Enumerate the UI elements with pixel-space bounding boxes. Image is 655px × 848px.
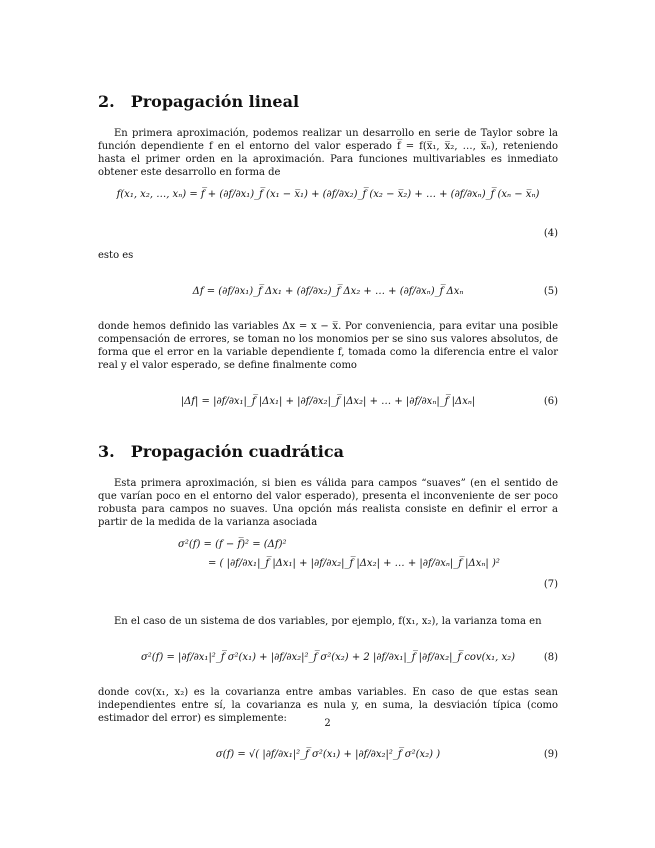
section-3-paragraph-1: Esta primera aproximación, si bien es válida para campos “suaves” (en el sentido de que varían poco en el entorno del valor esperado), presenta el inconveniente de ser poco robusta para campos no suaves. Una opción más realista consiste en definir el error a partir de la medida de la varianza asociada (98, 478, 558, 528)
equation-4-body: f(x₁, x₂, …, xₙ) = f̅ + (∂f/∂x₁)_f̅ (x₁ − x̅₁) + (∂f/∂x₂)_f̅ (x₂ − x̅₂) + … + (∂f/∂xₙ)_f̅ (xₙ − x̅ₙ) (116, 189, 540, 200)
equation-6-number: (6) (543, 395, 558, 407)
equation-6-body: |Δf| = |∂f/∂x₁|_f̅ |Δx₁| + |∂f/∂x₂|_f̅ |Δx₂| + … + |∂f/∂xₙ|_f̅ |Δxₙ| (180, 395, 476, 407)
section-3-number: 3. (98, 442, 115, 461)
equation-4-number: (4) (543, 228, 558, 239)
equation-7-number: (7) (543, 579, 558, 590)
section-2-paragraph-3: donde hemos definido las variables Δx = x − x̅. Por conveniencia, para evitar una posible compensación de errores, se toman no los monomios per se sino sus valores absolutos, de forma que el error en la variable dependiente f, tomada como la diferencia entre el valor real y el valor esperado, se define finalmente como (98, 321, 558, 371)
equation-8-number: (8) (543, 651, 558, 663)
equation-8-body: σ²(f) = |∂f/∂x₁|²_f̅ σ²(x₁) + |∂f/∂x₂|²_f̅ σ²(x₂) + 2 |∂f/∂x₁|_f̅ |∂f/∂x₂|_f̅ cov(x₁, x₂) (140, 651, 516, 663)
equation-5-body: Δf = (∂f/∂x₁)_f̅ Δx₁ + (∂f/∂x₂)_f̅ Δx₂ + … + (∂f/∂xₙ)_f̅ Δxₙ (192, 285, 464, 297)
section-3-title: Propagación cuadrática (130, 442, 344, 461)
equation-5 (98, 272, 558, 310)
equation-7-line-2: = ( |∂f/∂x₁|_f̅ |Δx₁| + |∂f/∂x₂|_f̅ |Δx₂| + … + |∂f/∂xₙ|_f̅ |Δxₙ| )² (208, 558, 500, 569)
equation-7-line-1: σ²(f) = (f − f̅)² = (Δf)² (178, 539, 287, 550)
section-2-paragraph-1: En primera aproximación, podemos realizar un desarrollo en serie de Taylor sobre la función dependiente f en el entorno del valor esperado f̅ = f(x̅₁, x̅₂, …, x̅ₙ), reteniendo hasta el primer orden en la aproximación. Para funciones multivariables es inmediato obtener este desarrollo en forma de (98, 128, 558, 178)
equation-5-number: (5) (543, 285, 558, 297)
equation-8 (98, 638, 558, 676)
section-2-title: Propagación lineal (130, 92, 300, 111)
page-content (98, 92, 558, 783)
equation-9-body: σ(f) = √( |∂f/∂x₁|²_f̅ σ²(x₁) + |∂f/∂x₂|²_f̅ σ²(x₂) ) (215, 748, 441, 760)
section-2-paragraph-2: esto es (98, 250, 134, 261)
equation-7 (98, 539, 558, 605)
equation-6 (98, 382, 558, 420)
section-3-paragraph-3: donde cov(x₁, x₂) es la covarianza entre ambas variables. En caso de que estas sean independientes entre sí, la covarianza es nula y, en suma, la desviación típica (como estimador del error) es simplemente: (98, 687, 558, 724)
section-3-paragraph-2: En el caso de un sistema de dos variables, por ejemplo, f(x₁, x₂), la varianza toma en (114, 616, 542, 627)
page-number: 2 (324, 718, 331, 729)
equation-4 (98, 189, 558, 239)
equation-9 (98, 735, 558, 773)
equation-9-number: (9) (543, 748, 558, 760)
section-2-heading (98, 92, 558, 111)
section-2-number: 2. (98, 92, 115, 111)
section-3-heading (98, 442, 558, 461)
